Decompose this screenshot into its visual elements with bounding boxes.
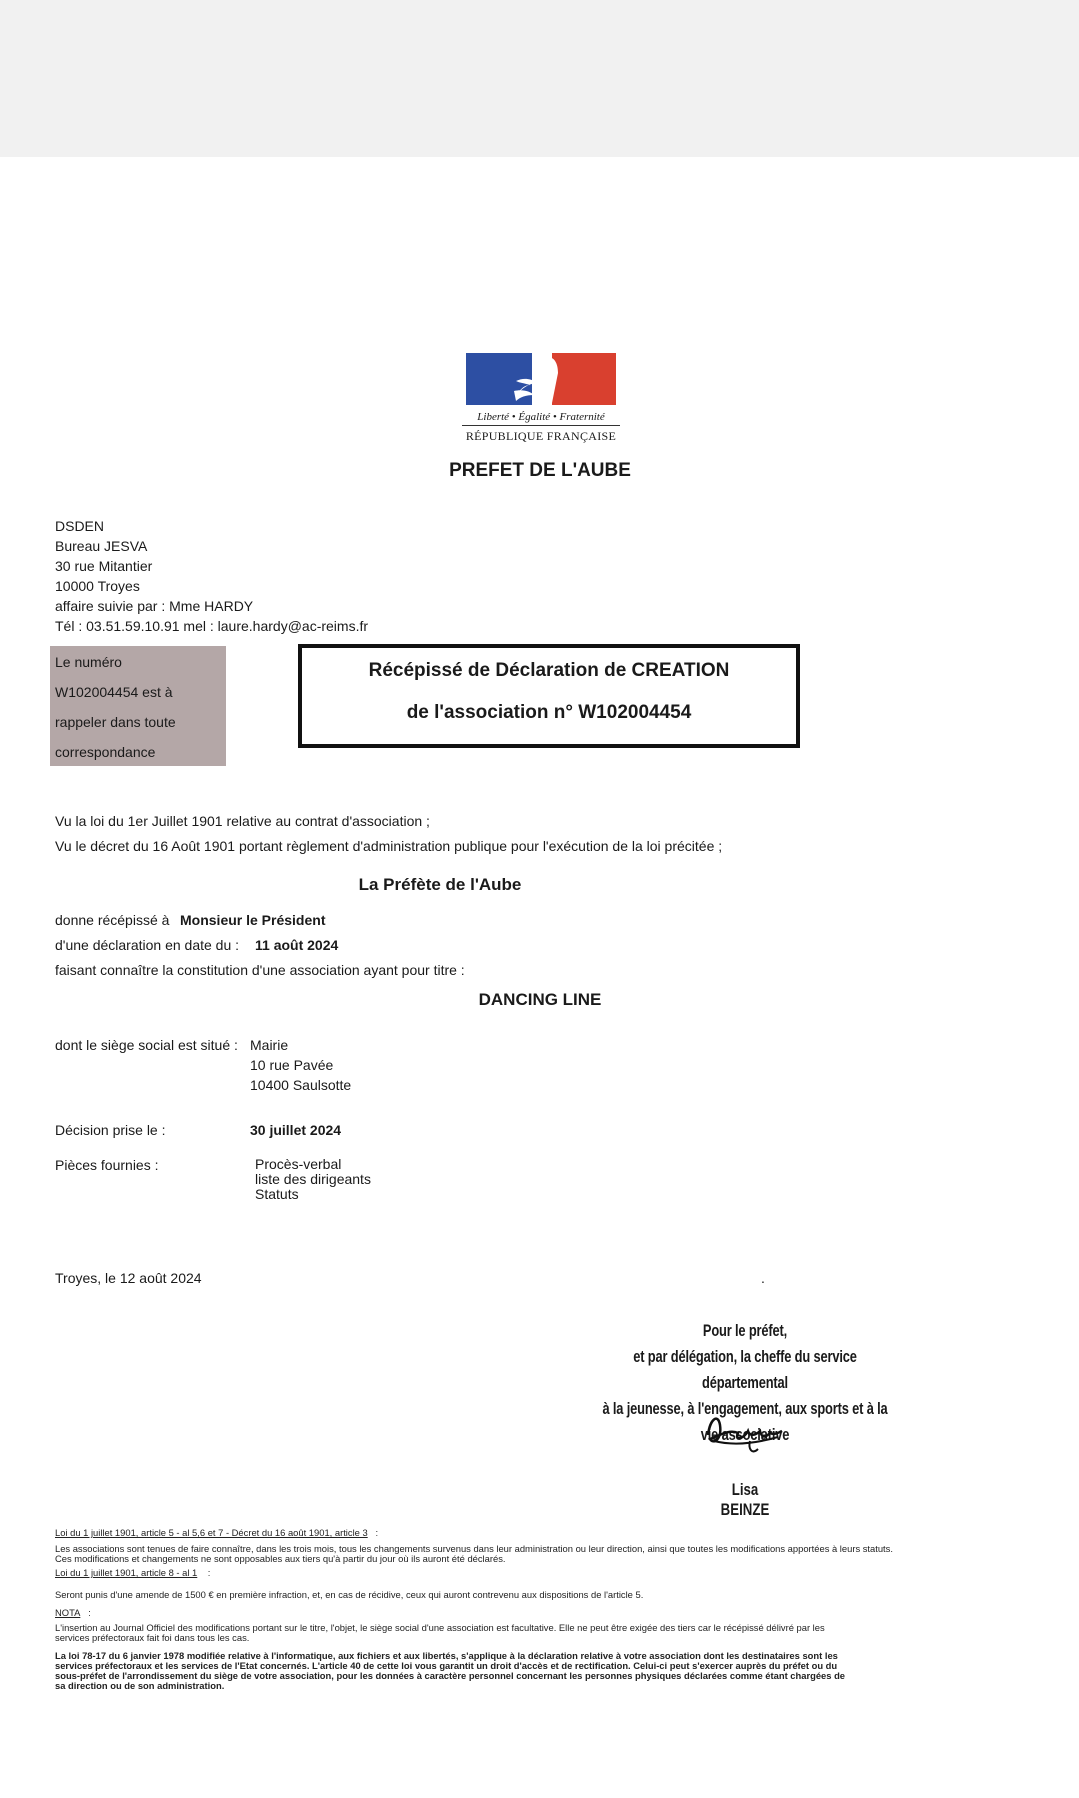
notice-line: correspondance <box>55 744 156 760</box>
seat-line: Mairie <box>250 1037 289 1053</box>
footer-ref: Loi du 1 juillet 1901, article 8 - al 1 <box>55 1567 198 1578</box>
receipt-title: Récépissé de Déclaration de CREATION <box>368 660 730 681</box>
notice-line: rappeler dans toute <box>55 714 176 730</box>
dot: . <box>761 1270 765 1286</box>
top-blank-bar <box>0 0 1079 157</box>
signature-line: Pour le préfet, <box>702 1322 788 1340</box>
prefet-title: PREFET DE L'AUBE <box>449 460 631 481</box>
footer-text-2: Seront punis d'une amende de 1500 € en première infraction, et, en cas de récidive, ceux qui auront contrevenu aux dispositions de l'article 5. <box>55 1589 644 1600</box>
document-item: Procès-verbal <box>255 1156 342 1172</box>
signature-line: à la jeunesse, à l'engagement, aux sports et à la vie associative <box>602 1400 888 1444</box>
association-number: de l'association n° W102004454 <box>406 702 692 723</box>
marianne-flag <box>466 353 616 405</box>
footer-ref-1 <box>55 1528 378 1539</box>
footer-ref: Loi du 1 juillet 1901, article 5 - al 5,6 et 7 - Décret du 16 août 1901, article 3 <box>55 1527 368 1538</box>
reference-notice <box>50 646 226 766</box>
marianne-logo <box>462 353 622 444</box>
colon: : <box>375 1527 379 1538</box>
decision-value: 30 juillet 2024 <box>250 1122 342 1138</box>
colon: : <box>207 1567 211 1578</box>
document-item: Statuts <box>255 1186 299 1202</box>
decision-label: Décision prise le : <box>55 1122 166 1138</box>
nota-label: NOTA <box>55 1607 81 1618</box>
footer-text-1a: Les associations sont tenues de faire connaître, dans les trois mois, tous les changements survenus dans leur administration ou leur direction, ainsi que toutes les modifications apportées à leurs statuts. <box>55 1543 893 1554</box>
documents-list <box>255 1157 371 1202</box>
footer-text-4b: services préfectoraux et les services de l'Etat concernés. L'article 40 de cette loi vous garantit un droit d'accès et de rectification. Celui-ci peut s'exercer auprès du préfet ou du <box>55 1660 838 1671</box>
declaration-date-value: 11 août 2024 <box>255 937 339 953</box>
address-line: affaire suivie par : Mme HARDY <box>55 598 254 614</box>
footer-text-3a: L'insertion au Journal Officiel des modifications portant sur le titre, l'objet, le siège social d'une association est facultative. Elle ne peut être exigée des tiers car le récépissé délivré par les <box>55 1622 825 1633</box>
address-line: DSDEN <box>55 518 105 534</box>
authority: La Préfète de l'Aube <box>358 875 522 894</box>
footer-text-1b: Ces modifications et changements ne sont opposables aux tiers qu'à partir du jour où ils auront été déclarés. <box>55 1553 506 1564</box>
sender-address <box>55 516 368 636</box>
legal-basis-1: Vu la loi du 1er Juillet 1901 relative au contrat d'association ; <box>55 813 430 829</box>
handwritten-signature <box>700 1405 785 1460</box>
place-date: Troyes, le 12 août 2024 <box>55 1270 202 1286</box>
footer-nota <box>55 1608 91 1619</box>
declaration-date-label: d'une déclaration en date du : <box>55 937 240 953</box>
colon: : <box>88 1607 91 1618</box>
footer-ref-2 <box>55 1568 210 1579</box>
recipient-value: Monsieur le Président <box>180 912 326 928</box>
receipt-title-box <box>298 644 800 748</box>
address-line: Bureau JESVA <box>55 538 148 554</box>
address-line: 30 rue Mitantier <box>55 558 153 574</box>
signatory-name: Lisa BEINZE <box>720 1480 770 1519</box>
footer-text-4a: La loi 78-17 du 6 janvier 1978 modifiée relative à l'informatique, aux fichiers et aux libertés, s'applique à la déclaration relative à votre association dont les destinataires sont les <box>55 1650 838 1661</box>
notice-line: Le numéro <box>55 654 122 670</box>
footer-text-3b: services préfectoraux fait foi dans tous les cas. <box>55 1632 250 1643</box>
recipient-label: donne récépissé à <box>55 912 170 928</box>
legal-basis-2: Vu le décret du 16 Août 1901 portant règlement d'administration publique pour l'exécution de la loi précitée ; <box>55 838 723 854</box>
notice-line: W102004454 est à <box>55 684 173 700</box>
signature-line: et par délégation, la cheffe du service départemental <box>633 1348 857 1392</box>
documents-label: Pièces fournies : <box>55 1157 159 1173</box>
address-line: Tél : 03.51.59.10.91 mel : laure.hardy@ac-reims.fr <box>55 618 369 634</box>
footer-text-4c: sous-préfet de l'arrondissement du siège de votre association, pour les données à caractère personnel concernant les personnes physiques déclarées comme étant chargées de <box>55 1670 846 1681</box>
republic-label: RÉPUBLIQUE FRANÇAISE <box>465 429 617 443</box>
constitution-text: faisant connaître la constitution d'une association ayant pour titre : <box>55 962 465 978</box>
association-name: DANCING LINE <box>478 990 602 1009</box>
seat-label: dont le siège social est situé : <box>55 1037 238 1053</box>
address-line: 10000 Troyes <box>55 578 140 594</box>
document-item: liste des dirigeants <box>255 1171 371 1187</box>
seat-line: 10 rue Pavée <box>250 1057 334 1073</box>
seat-line: 10400 Saulsotte <box>250 1077 352 1093</box>
motto: Liberté • Égalité • Fraternité <box>462 411 620 426</box>
footer-text-4d: sa direction ou de son administration. <box>55 1680 225 1691</box>
